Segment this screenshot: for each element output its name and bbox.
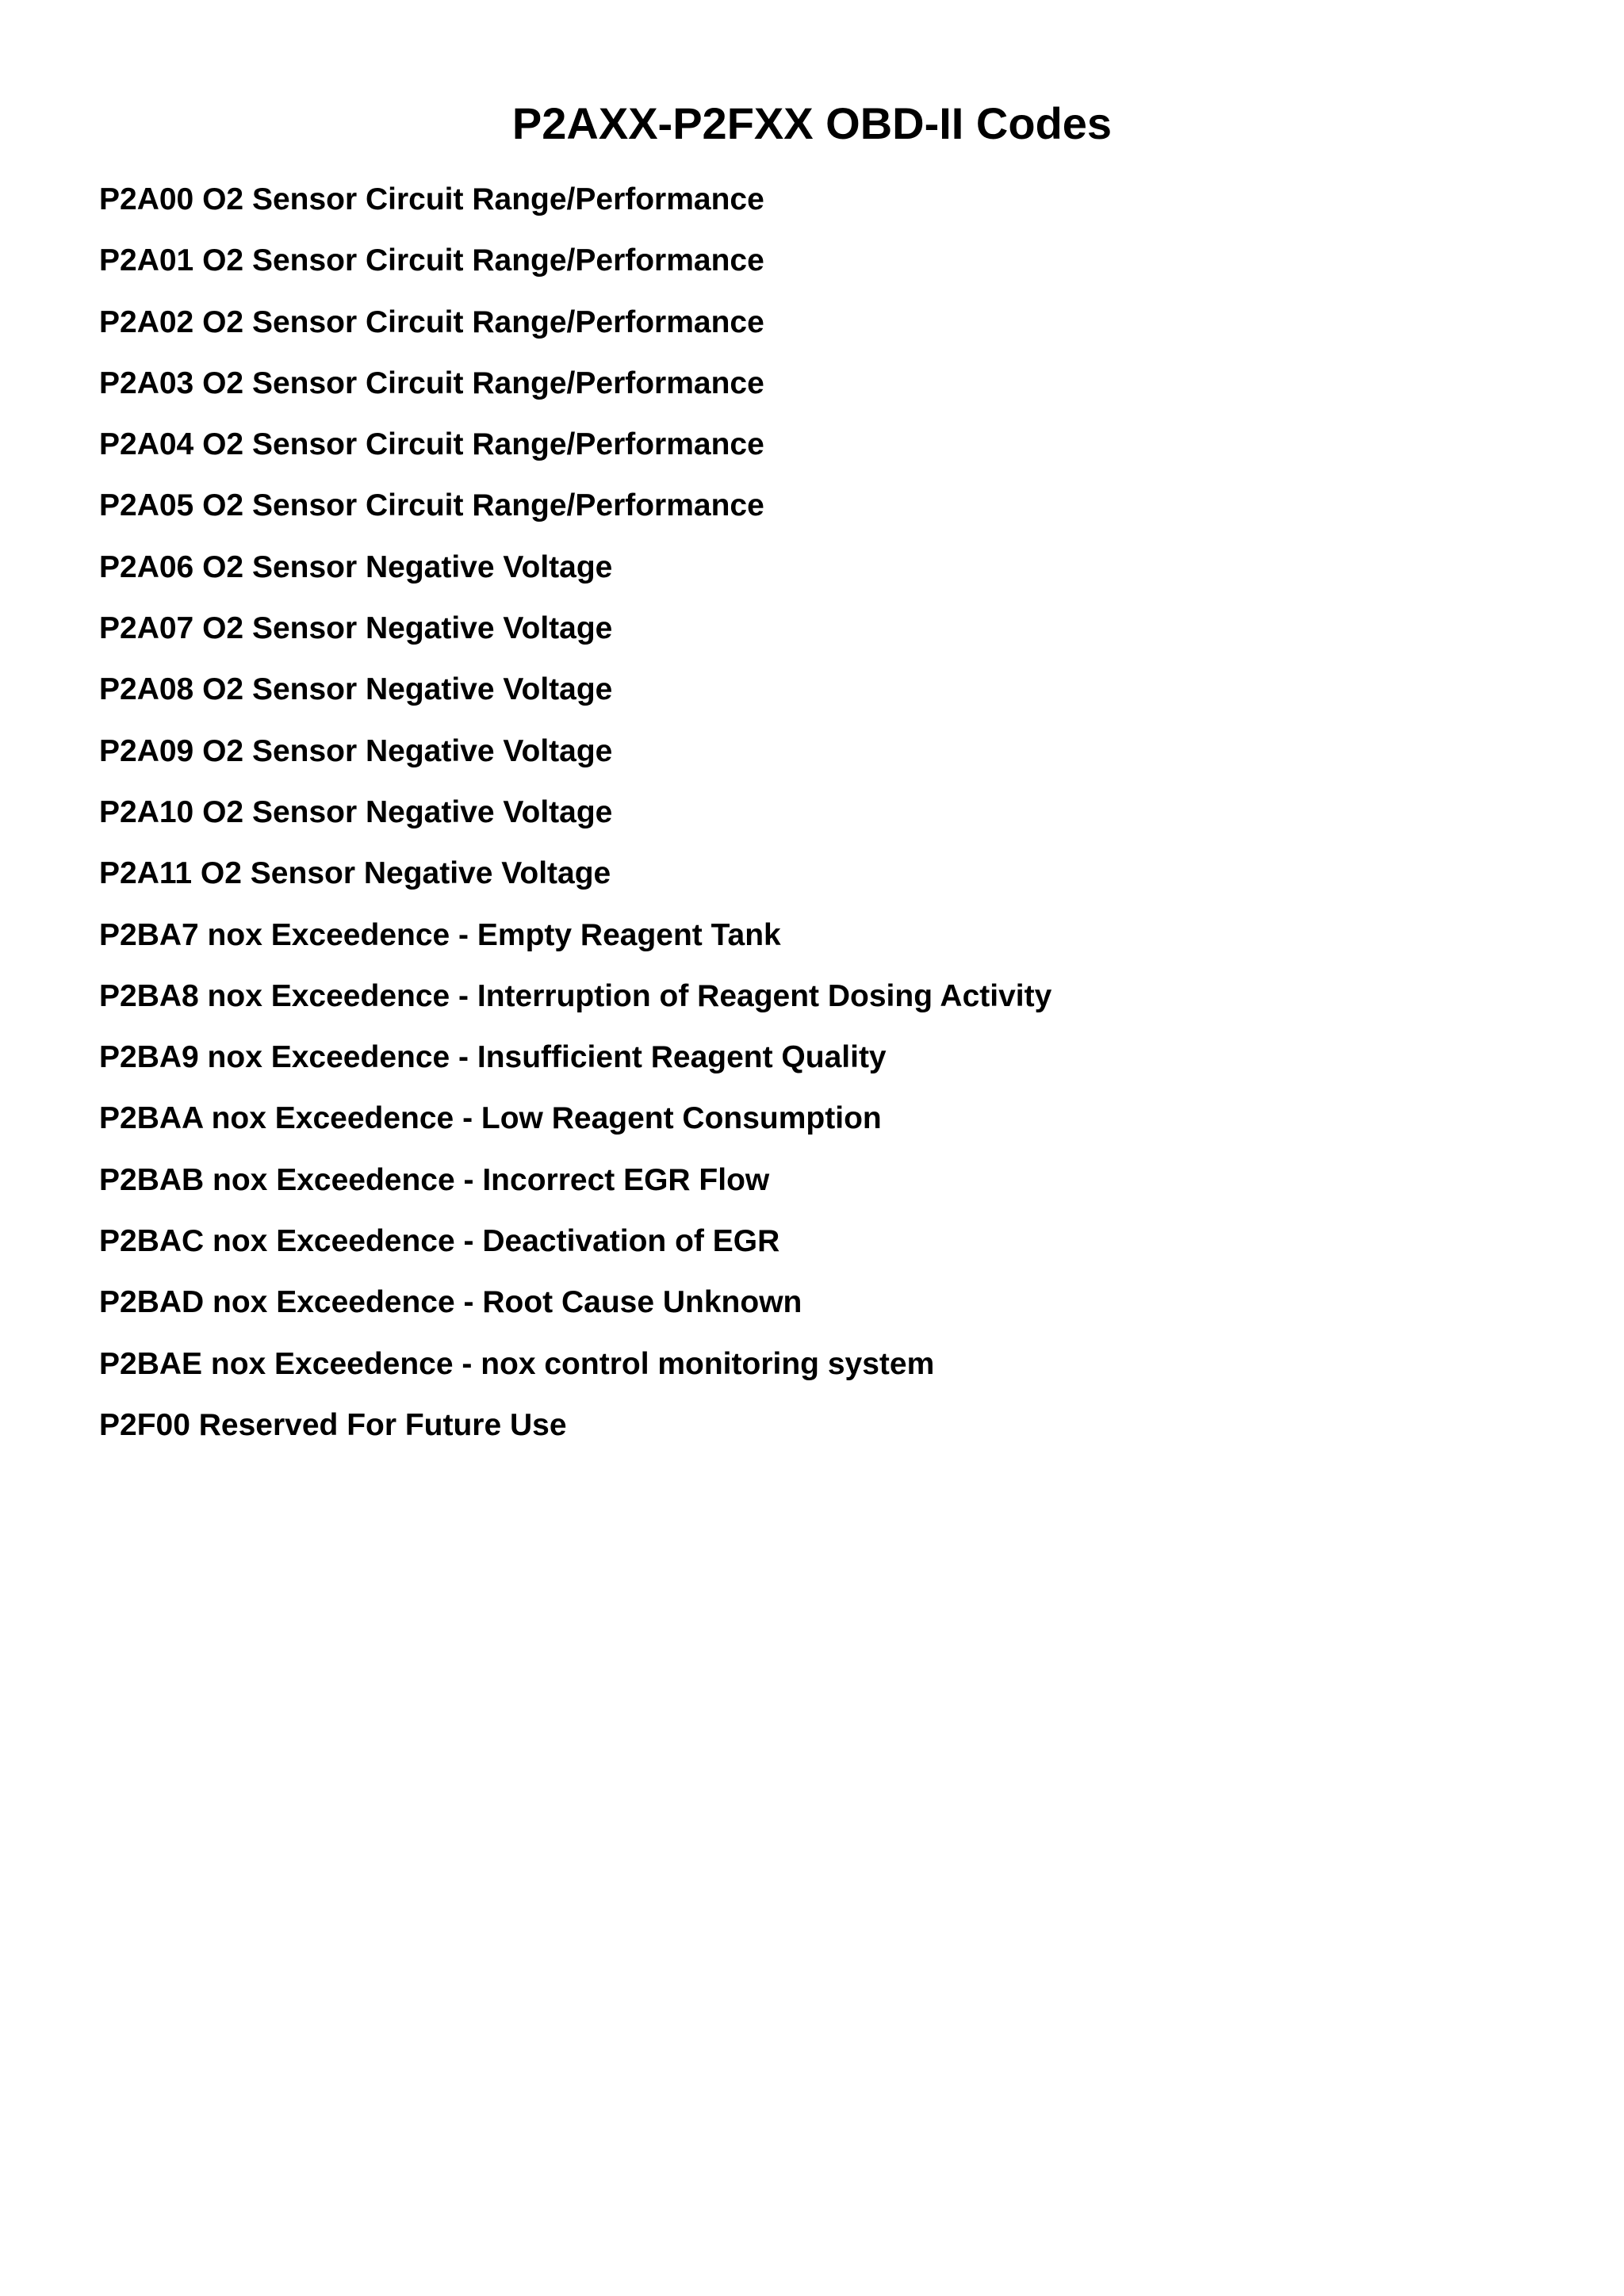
code-item: P2A08 O2 Sensor Negative Voltage bbox=[99, 672, 613, 707]
page-title: P2AXX-P2FXX OBD-II Codes bbox=[511, 98, 1113, 148]
code-item: P2BAE nox Exceedence - nox control monitoring system bbox=[99, 1346, 935, 1381]
code-list bbox=[99, 169, 1051, 1456]
code-item: P2BAC nox Exceedence - Deactivation of EGR bbox=[99, 1224, 780, 1259]
code-item: P2A01 O2 Sensor Circuit Range/Performance bbox=[99, 243, 764, 278]
code-item: P2A02 O2 Sensor Circuit Range/Performance bbox=[99, 304, 764, 339]
code-item: P2A04 O2 Sensor Circuit Range/Performance bbox=[99, 427, 764, 462]
code-item: P2A03 O2 Sensor Circuit Range/Performance bbox=[99, 365, 764, 400]
code-item: P2BAB nox Exceedence - Incorrect EGR Flow bbox=[99, 1162, 770, 1197]
code-item: P2A05 O2 Sensor Circuit Range/Performance bbox=[99, 488, 764, 523]
code-item: P2A10 O2 Sensor Negative Voltage bbox=[99, 794, 613, 829]
code-item: P2BAA nox Exceedence - Low Reagent Consumption bbox=[99, 1101, 882, 1136]
code-item: P2A11 O2 Sensor Negative Voltage bbox=[99, 856, 611, 891]
code-item: P2A09 O2 Sensor Negative Voltage bbox=[99, 733, 613, 768]
code-item: P2A00 O2 Sensor Circuit Range/Performance bbox=[99, 182, 764, 216]
code-item: P2BA8 nox Exceedence - Interruption of Reagent Dosing Activity bbox=[99, 978, 1052, 1013]
code-item: P2F00 Reserved For Future Use bbox=[99, 1407, 567, 1442]
code-item: P2BAD nox Exceedence - Root Cause Unknown bbox=[99, 1285, 802, 1320]
code-item: P2BA9 nox Exceedence - Insufficient Reagent Quality bbox=[99, 1040, 887, 1075]
code-item: P2A06 O2 Sensor Negative Voltage bbox=[99, 549, 613, 584]
code-item: P2A07 O2 Sensor Negative Voltage bbox=[99, 611, 613, 646]
code-item: P2BA7 nox Exceedence - Empty Reagent Tank bbox=[99, 917, 781, 952]
